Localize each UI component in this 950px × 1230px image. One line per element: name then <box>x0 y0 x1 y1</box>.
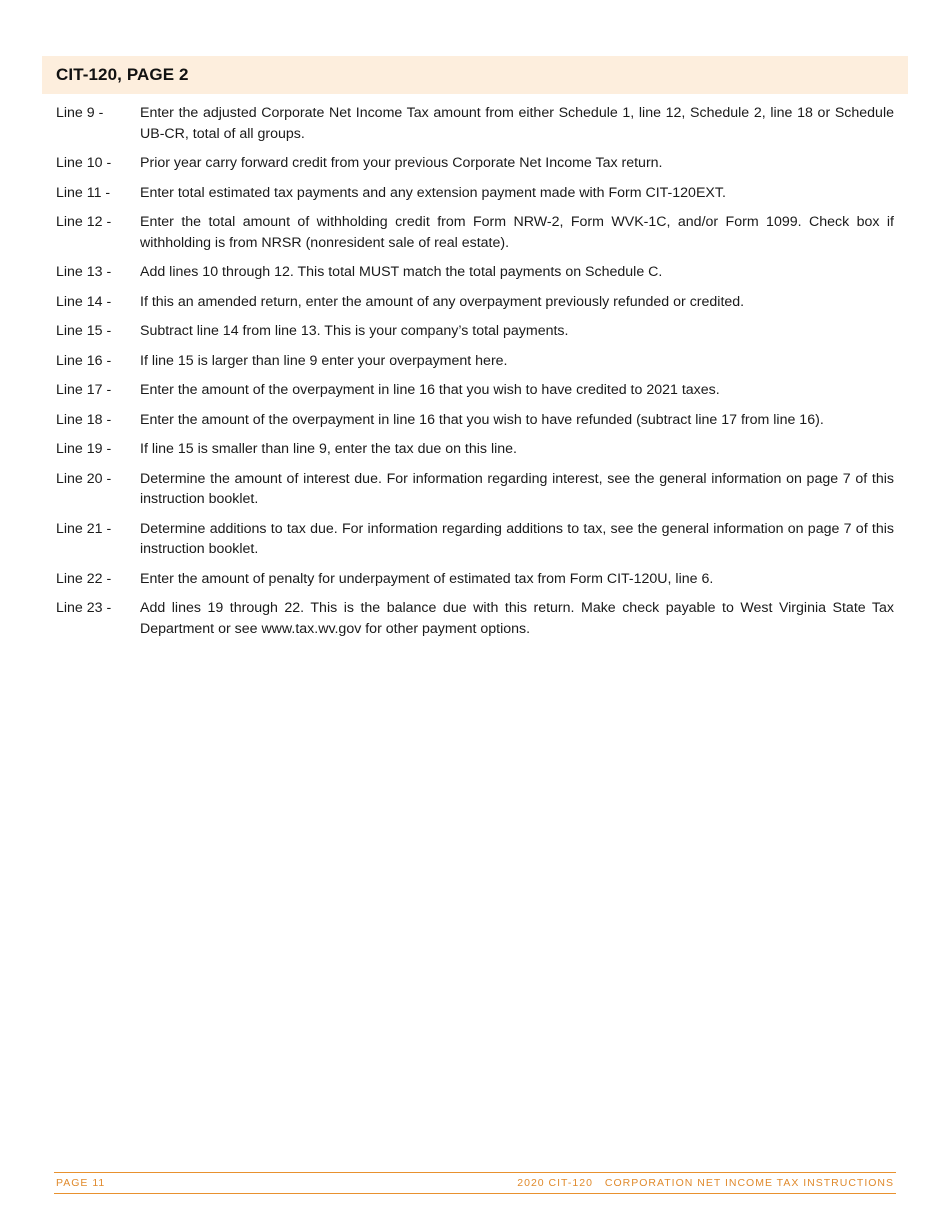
section-title: CIT-120, PAGE 2 <box>56 65 189 84</box>
page-footer <box>54 1172 896 1194</box>
line-text: Enter total estimated tax payments and any extension payment made with Form CIT-120EXT. <box>140 184 726 201</box>
line-text: Determine additions to tax due. For information regarding additions to tax, see the general information on page 7 of this instruction booklet. <box>140 520 894 557</box>
line-text: Determine the amount of interest due. For information regarding interest, see the general information on page 7 of this instruction booklet. <box>140 470 894 507</box>
instruction-line-23 <box>56 598 894 639</box>
instruction-line-16 <box>56 351 894 372</box>
line-text: If line 15 is larger than line 9 enter your overpayment here. <box>140 352 508 369</box>
line-label: Line 21 - <box>56 520 112 537</box>
line-text: Enter the amount of the overpayment in line 16 that you wish to have credited to 2021 taxes. <box>140 382 720 398</box>
line-text: If line 15 is smaller than line 9, enter the tax due on this line. <box>140 441 517 457</box>
instruction-line-18 <box>56 410 894 431</box>
instruction-line-20 <box>56 469 894 510</box>
line-label: Line 9 - <box>56 105 104 121</box>
line-label: Line 19 - <box>56 441 112 457</box>
line-text: Enter the total amount of withholding credit from Form NRW-2, Form WVK-1C, and/or Form 1099. Check box if withholding is from NRSR (nonresident sale of real estate). <box>140 214 894 251</box>
line-label: Line 23 - <box>56 600 112 616</box>
line-text: Add lines 10 through 12. This total MUST match the total payments on Schedule C. <box>140 264 663 280</box>
line-label: Line 17 - <box>56 382 112 398</box>
instruction-line-14 <box>56 292 894 313</box>
line-label: Line 13 - <box>56 264 112 280</box>
page-number: PAGE 11 <box>56 1177 106 1189</box>
line-text: If this an amended return, enter the amount of any overpayment previously refunded or credited. <box>140 293 745 310</box>
line-label: Line 15 - <box>56 323 112 339</box>
section-header <box>42 56 908 94</box>
instruction-line-13 <box>56 262 894 283</box>
instruction-lines <box>56 103 894 648</box>
line-text: Subtract line 14 from line 13. This is your company’s total payments. <box>140 323 569 339</box>
instruction-line-19 <box>56 439 894 460</box>
instruction-line-11 <box>56 183 894 204</box>
line-text: Prior year carry forward credit from your previous Corporate Net Income Tax return. <box>140 155 663 171</box>
instruction-line-15 <box>56 321 894 342</box>
line-label: Line 20 - <box>56 470 112 487</box>
instruction-line-10 <box>56 153 894 174</box>
instruction-line-9 <box>56 103 894 144</box>
footer-instructions-title: CORPORATION NET INCOME TAX INSTRUCTIONS <box>604 1177 894 1189</box>
line-text: Enter the amount of the overpayment in line 16 that you wish to have refunded (subtract line 17 from line 16). <box>140 411 824 428</box>
line-label: Line 18 - <box>56 411 112 428</box>
line-label: Line 10 - <box>56 155 112 171</box>
line-label: Line 22 - <box>56 570 112 587</box>
line-label: Line 14 - <box>56 293 112 310</box>
line-text: Add lines 19 through 22. This is the balance due with this return. Make check payable to West Virginia State Tax Department or see www.tax.wv.gov for other payment options. <box>140 600 894 637</box>
instruction-line-12 <box>56 212 894 253</box>
footer-doc-title <box>517 1177 894 1189</box>
instruction-line-22 <box>56 569 894 590</box>
footer-form-name: 2020 CIT-120 <box>517 1177 593 1189</box>
instruction-line-17 <box>56 380 894 401</box>
line-text: Enter the adjusted Corporate Net Income Tax amount from either Schedule 1, line 12, Schedule 2, line 18 or Schedule UB-CR, total of all groups. <box>140 105 894 142</box>
line-label: Line 12 - <box>56 214 112 230</box>
line-label: Line 16 - <box>56 352 112 369</box>
line-text: Enter the amount of penalty for underpayment of estimated tax from Form CIT-120U, line 6. <box>140 570 714 587</box>
line-label: Line 11 - <box>56 184 111 201</box>
instruction-line-21 <box>56 519 894 560</box>
